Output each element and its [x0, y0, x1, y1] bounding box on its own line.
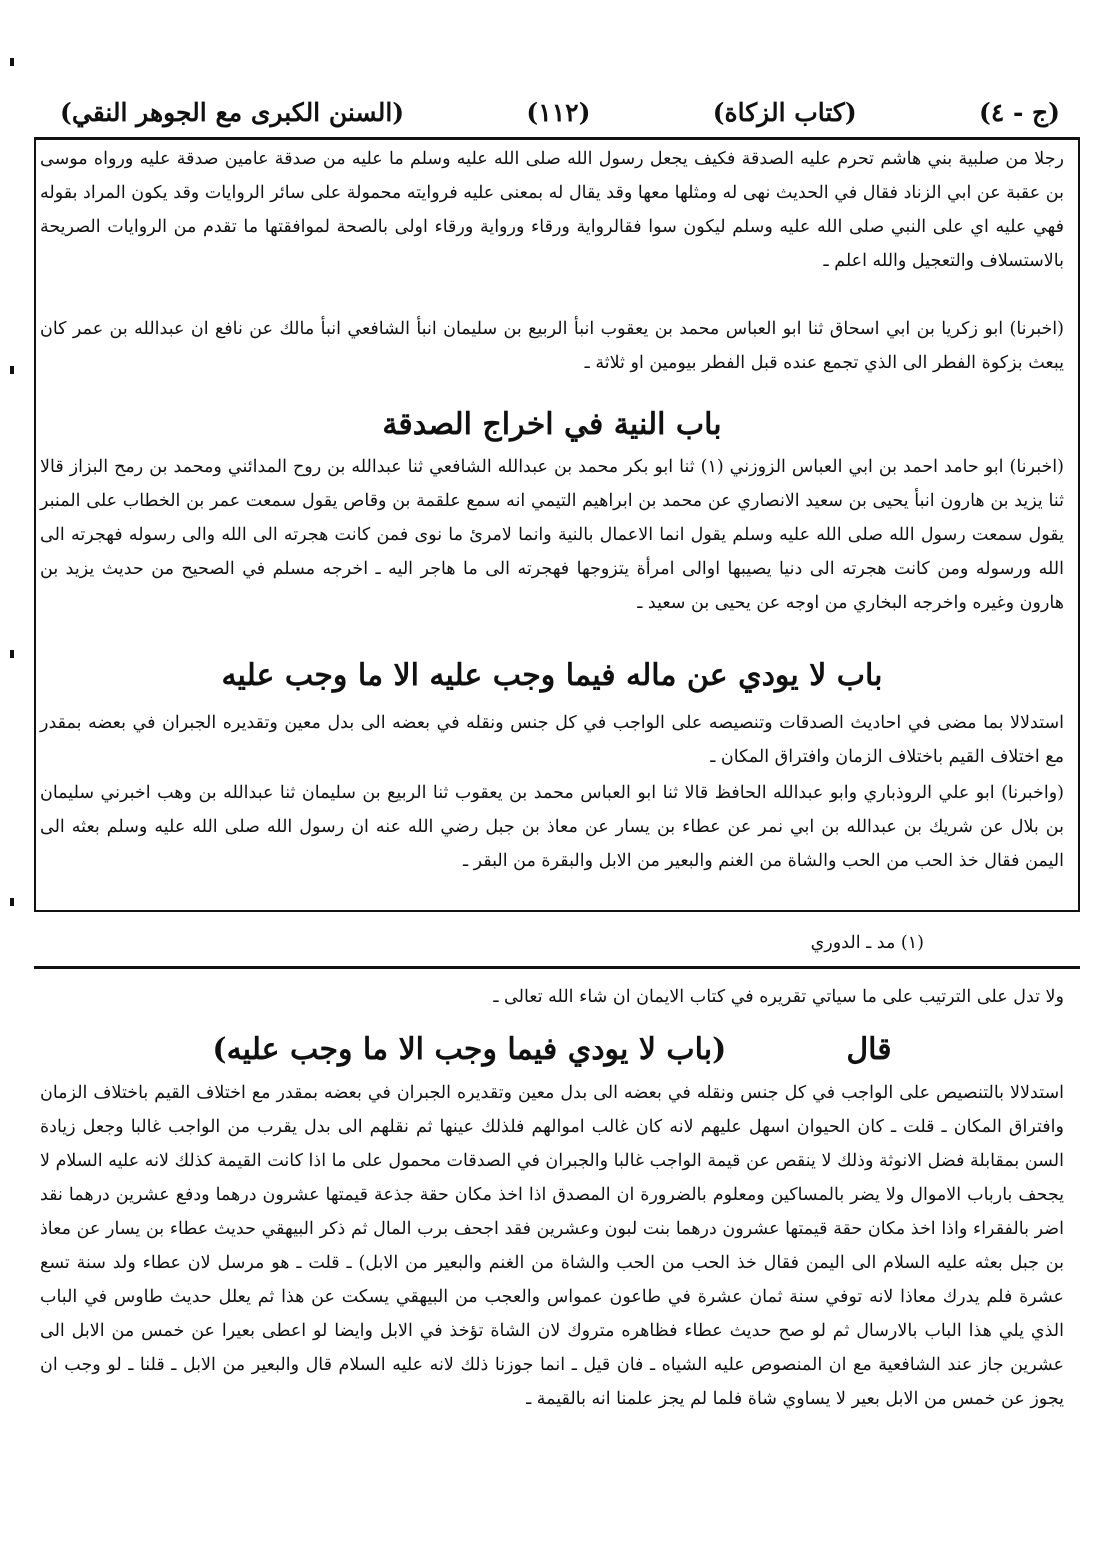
upper-paragraph-4: استدلالا بما مضى في احاديث الصدقات وتنصيصه على الواجب في كل جنس ونقله في بعضه الى بدل معين وتقديره الجبران في بعضه بمقدر مع اختلاف القيم باختلاف الزمان وافتراق المكان ـ — [40, 713, 1064, 767]
upper-paragraph-5-block — [40, 776, 1064, 878]
footnote: (١) مد ـ الدوري — [810, 933, 924, 953]
qal-label: قال — [846, 1032, 892, 1067]
chapter-heading-intention: باب النية في اخراج الصدقة — [382, 407, 722, 442]
upper-paragraph-1-block — [40, 142, 1064, 278]
book-title: (السنن الكبرى مع الجوهر النقي) — [60, 97, 405, 127]
footnote-rule — [34, 910, 1080, 912]
scan-mark — [10, 650, 14, 658]
upper-paragraph-2-block — [40, 312, 1064, 380]
upper-paragraph-2: (اخبرنا) ابو زكريا بن ابي اسحاق ثنا ابو العباس محمد بن يعقوب انبأ الربيع بن سليمان انبأ الشافعي انبأ مالك عن نافع ان عبدالله بن عمر كان يبعث بزكوة الفطر الى الذي تجمع عنده قبل الفطر بيومين او ثلاثة ـ — [40, 319, 1064, 373]
volume-number: (ج - ٤) — [978, 97, 1060, 127]
chapter-heading-obligation: باب لا يودي عن ماله فيما وجب عليه الا ما وجب عليه — [221, 658, 883, 693]
commentary-rule — [34, 966, 1080, 969]
commentary-heading-row — [40, 1028, 1064, 1072]
upper-paragraph-4-block — [40, 706, 1064, 774]
upper-paragraph-5: (واخبرنا) ابو علي الروذباري وابو عبدالله الحافظ قالا ثنا ابو العباس محمد بن يعقوب ثنا الربيع بن سليمان ثنا عبدالله بن وهب اخبرني سليمان بن بلال عن شريك بن عبدالله بن ابي نمر عن عطاء بن يسار عن معاذ بن جبل رضي الله عنه ان رسول الله صلى الله عليه وسلم بعثه الى اليمن فقال خذ الحب من الحب والشاة من الغنم والبعير من الابل والبقرة من البقر ـ — [40, 783, 1064, 871]
commentary-heading: (باب لا يودي فيما وجب الا ما وجب عليه) — [212, 1032, 727, 1067]
lower-paragraph-2: استدلالا بالتنصيص على الواجب في كل جنس ونقله في بعضه الى بدل معين وتقديره الجبران في بعضه بمقدر مع اختلاف القيم باختلاف الزمان وافتراق المكان ـ قلت ـ كان الحيوان اسهل عليهم لانه كان غالب اموالهم فلذلك عينها ثم نقلهم الى بدل يقرب من الواجب غالبا وجعل زيادة السن بمقابلة فضل الانوثة وذلك لا ينقص عن قيمة الواجب غالبا والجبران في الصدقات محمول على ما اذا كانت القيمة كذلك لانه عليه السلام لا يجحف بارباب الاموال ولا يضر بالمساكين ومعلوم بالضرورة ان المصدق اذا اخذ مكان حقة جذعة قيمتها عشرون درهما ودفع عشرين درهما نقد اضر بالفقراء واذا اخذ مكان حقة قيمتها عشرون درهما بنت لبون وعشرين فقد اجحف برب المال ثم ذكر البيهقي حديث عطاء بن يسار عن معاذ بن جبل بعثه عليه السلام الى اليمن فقال خذ الحب من الحب والشاة من الغنم والبعير من الابل) ـ قلت ـ هو مرسل لان عطاء ولد سنة تسع عشرة فلم يدرك معاذا لانه توفي سنة ثمان عشرة في طاعون عمواس والعجب من البيهقي يسكت عن هذا ثم يعلل حديث طاوس في الباب الذي يلي هذا الباب بالارسال ثم لو صح حديث عطاء فظاهره متروك لان الشاة تؤخذ في الابل وايضا لو اعطى بعيرا عن خمس من الابل الى عشرين جاز عند الشافعية مع ان المنصوص عليه الشياه ـ فان قيل ـ انما جوزنا ذلك لانه عليه السلام قال والبعير من الابل ـ قلنا ـ لو وجب ان يجوز عن خمس من الابل بعير لا يساوي شاة فلما لم يجز علمنا انه بالقيمة ـ — [40, 1083, 1064, 1409]
lower-paragraph-1: ولا تدل على الترتيب على ما سياتي تقريره في كتاب الايمان ان شاء الله تعالى ـ — [493, 987, 1064, 1007]
page-number: (١١٢) — [526, 97, 591, 127]
lower-paragraph-2-block — [40, 1076, 1064, 1416]
scan-mark — [10, 366, 14, 374]
scan-mark — [10, 58, 14, 66]
scan-mark — [10, 898, 14, 906]
upper-paragraph-3-block — [40, 450, 1064, 620]
upper-paragraph-1: رجلا من صلبية بني هاشم تحرم عليه الصدقة فكيف يجعل رسول الله صلى الله عليه وسلم ما عليه من صدقة عامين صدقة عليه ورواه موسى بن عقبة عن ابي الزناد فقال في الحديث نهى له ومثلها معها وقد يقال له بمعنى عليه فروايته محمولة على سائر الروايات وقد يكون المراد بقوله فهي عليه اي على النبي صلى الله عليه وسلم ليكون سوا فقالرواية ورقاء ورواية ورقاء اولى بالصحة لموافقتها ما تقدم من الروايات الصريحة بالاستسلاف والتعجيل والله اعلم ـ — [40, 149, 1064, 271]
chapter-title: (كتاب الزكاة) — [712, 97, 857, 127]
lower-paragraph-1-block — [40, 980, 1064, 1014]
upper-paragraph-3: (اخبرنا) ابو حامد احمد بن ابي العباس الزوزني (١) ثنا ابو بكر محمد بن عبدالله الشافعي ثنا عبدالله بن روح المدائني ومحمد بن رمح البزاز قالا ثنا يزيد بن هارون انبأ يحيى بن سعيد الانصاري عن محمد بن ابراهيم التيمي انه سمع علقمة بن وقاص يقول سمعت عمر بن الخطاب على المنبر يقول سمعت رسول الله صلى الله عليه وسلم يقول انما الاعمال بالنية وانما لامرئ ما نوى فمن كانت هجرته الى الله والى رسوله فهجرته الى الله ورسوله ومن كانت هجرته الى دنيا يصيبها اوالى امرأة يتزوجها فهجرته الى ما هاجر اليه ـ اخرجه مسلم في الصحيح من حديث يزيد بن هارون وغيره واخرجه البخاري من اوجه عن يحيى بن سعيد ـ — [40, 457, 1064, 613]
running-header — [60, 90, 1060, 134]
